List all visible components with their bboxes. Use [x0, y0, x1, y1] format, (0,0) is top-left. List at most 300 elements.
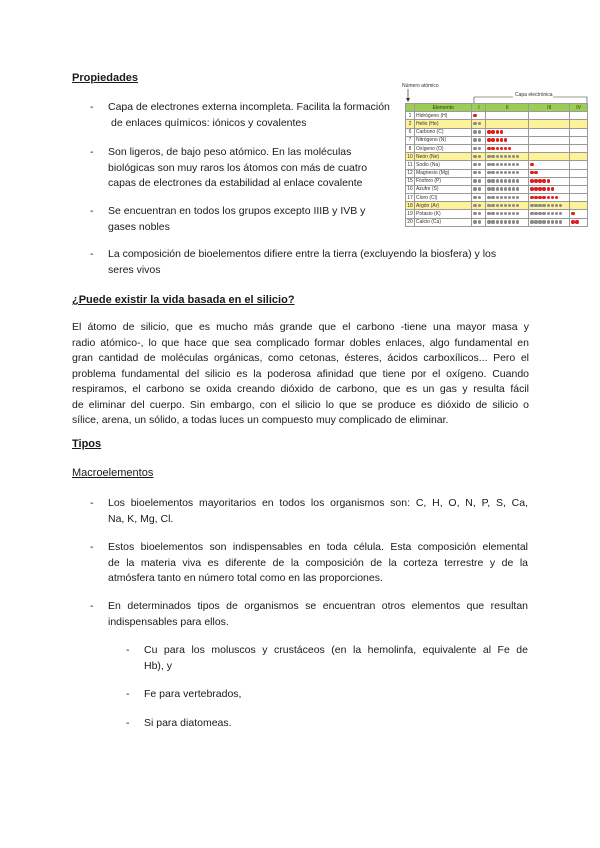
electron-dot-filled: [504, 212, 507, 215]
electron-dot-valence: [508, 147, 511, 150]
electron-dot-valence: [500, 147, 503, 150]
shell-cell: [529, 177, 570, 185]
shell-cell: [486, 136, 529, 144]
electron-dot-filled: [487, 220, 490, 223]
table-row: [406, 202, 588, 210]
electron-dot-valence: [547, 187, 550, 190]
shell-cell: [472, 161, 486, 169]
electron-dot-filled: [508, 212, 511, 215]
element-name-cell: Helio (He): [414, 120, 472, 128]
list-item: - La composición de bioelementos difiere entre la tierra (excluyendo la biosfera) y los seres vivos: [90, 247, 530, 278]
electron-dot-filled: [512, 220, 515, 223]
list-item: - Capa de electrones externa incompleta. Facilita la formación de enlaces químicos: iónicos y covalentes: [90, 100, 405, 131]
atomic-number-cell: 7: [406, 136, 415, 144]
shell-cell: [486, 112, 529, 120]
element-name-cell: Nitrógeno (N): [414, 136, 472, 144]
atomic-number-cell: 11: [407, 161, 413, 168]
electron-dot-valence: [534, 196, 537, 199]
electron-dot-filled: [516, 155, 519, 158]
section-title-tipos: Tipos: [72, 438, 102, 450]
electron-dot-filled: [504, 171, 507, 174]
electron-dot-filled: [538, 220, 541, 223]
electron-dot-filled: [559, 212, 562, 215]
shell-cell: [486, 169, 529, 177]
electron-dot-valence: [496, 147, 499, 150]
bullet-line: atmósfera tanto en número total como en las proporciones.: [108, 572, 383, 584]
element-name-cell: Hidrógeno (H): [414, 112, 472, 120]
electron-dot-filled: [500, 171, 503, 174]
bullet-line: indispensables para ellos.: [108, 615, 229, 628]
element-name-cell: Potasio (K): [414, 210, 472, 218]
electron-dot-filled: [500, 163, 503, 166]
subsection-macroelementos: Macroelementos: [72, 467, 154, 479]
electron-dot-filled: [538, 212, 541, 215]
shell-cell: [570, 112, 588, 120]
electron-dot-filled: [473, 155, 476, 158]
table-row: [406, 177, 588, 185]
electron-dot-valence: [491, 130, 494, 133]
electron-dot-filled: [512, 155, 515, 158]
electron-dot-filled: [478, 196, 481, 199]
electron-dot-filled: [473, 171, 476, 174]
shell-cell: [486, 144, 529, 152]
shell-cell: [472, 128, 486, 136]
electron-dot-filled: [504, 179, 507, 182]
electron-dot-filled: [496, 220, 499, 223]
electron-dot-filled: [504, 163, 507, 166]
table-header-cell: II: [486, 104, 529, 112]
sub-list-item: - Fe para vertebrados,: [126, 687, 528, 703]
table-row: [406, 185, 588, 193]
electron-dot-filled: [491, 179, 494, 182]
electron-dot-filled: [551, 220, 554, 223]
shell-cell: [486, 202, 529, 210]
electron-dot-filled: [530, 220, 533, 223]
electron-dot-filled: [487, 155, 490, 158]
electron-dot-filled: [512, 212, 515, 215]
electron-dot-valence: [504, 138, 507, 141]
element-name-cell: Neón (Ne): [414, 153, 472, 161]
electron-dot-filled: [473, 138, 476, 141]
electron-dot-filled: [487, 212, 490, 215]
electron-dot-valence: [473, 114, 476, 117]
sub-list-item: - Si para diatomeas.: [126, 716, 528, 732]
electron-dot-valence: [551, 196, 554, 199]
electron-dot-filled: [473, 196, 476, 199]
bullet-line: Na, K, Mg, Cl.: [108, 512, 174, 525]
bullet-line: La composición de bioelementos difiere entre la tierra (excluyendo la biosfera) y los: [108, 248, 497, 260]
bullet-line: Cu para los moluscos y crustáceos (en la hemolinfa, equivalente al Fe de: [144, 644, 528, 656]
electron-dot-filled: [500, 212, 503, 215]
electron-dot-filled: [478, 179, 481, 182]
electron-dot-filled: [500, 220, 503, 223]
shell-cell: [486, 218, 529, 226]
electron-dot-valence: [496, 138, 499, 141]
atomic-number-cell: 16: [407, 186, 413, 193]
electron-dot-filled: [496, 171, 499, 174]
electron-dot-filled: [496, 163, 499, 166]
electron-dot-filled: [473, 130, 476, 133]
paragraph-line: respiramos, el carbono se oxida creando dióxido de carbono, que es un gas y resulta fácil: [72, 383, 529, 395]
shell-cell: [529, 128, 570, 136]
atomic-number-cell: 1: [406, 112, 415, 120]
element-name-cell: Carbono (C): [414, 128, 472, 136]
electron-dot-filled: [508, 171, 511, 174]
electron-dot-filled: [491, 212, 494, 215]
electron-dot-filled: [478, 122, 481, 125]
bullet-line: capas de electrones da estabilidad al enlace covalente: [108, 177, 363, 189]
bullet-line: Son ligeros, de bajo peso atómico. En las moléculas: [108, 146, 352, 158]
bullet-line: Se encuentran en todos los grupos excepto IIIB y IVB y: [108, 205, 366, 217]
electron-dot-filled: [478, 187, 481, 190]
electron-dot-valence: [530, 187, 533, 190]
electron-dot-filled: [473, 163, 476, 166]
electron-dot-filled: [491, 187, 494, 190]
electron-dot-filled: [473, 212, 476, 215]
electron-dot-filled: [508, 187, 511, 190]
shell-cell: [529, 161, 570, 169]
electron-dot-filled: [473, 187, 476, 190]
bullet-line: gases nobles: [108, 220, 170, 233]
electron-dot-valence: [504, 147, 507, 150]
electron-dot-filled: [491, 204, 494, 207]
atomic-number-cell: 18: [407, 202, 413, 209]
electron-dot-filled: [478, 212, 481, 215]
shell-cell: [570, 128, 588, 136]
electron-dot-filled: [504, 187, 507, 190]
bullet-line: Si para diatomeas.: [144, 717, 232, 729]
electron-dot-valence: [487, 130, 490, 133]
electron-dot-filled: [512, 204, 515, 207]
table-row: [406, 144, 588, 152]
electron-dot-valence: [538, 187, 541, 190]
list-item: - Se encuentran en todos los grupos excepto IIIB y IVB y gases nobles: [90, 204, 405, 235]
electron-dot-filled: [512, 196, 515, 199]
electron-dot-valence: [534, 179, 537, 182]
shell-cell: [570, 169, 588, 177]
silicio-paragraph: [72, 320, 529, 429]
electron-dot-filled: [530, 204, 533, 207]
table-row: [406, 128, 588, 136]
list-item: - Estos bioelementos son indispensables en toda célula. Esta composición elemental de la materia viva es diferente de la composición de la corteza terrestre y de la atmósfera tanto en número total como en las proporciones.: [90, 540, 528, 587]
element-name-cell: Calcio (Ca): [414, 218, 472, 226]
element-name-cell: Oxígeno (O): [414, 144, 472, 152]
electron-dot-valence: [530, 163, 533, 166]
shell-cell: [486, 161, 529, 169]
list-item: - En determinados tipos de organismos se encuentran otros elementos que resultan indispensables para ellos.: [90, 599, 528, 630]
shell-cell: [570, 136, 588, 144]
shell-cell: [529, 218, 570, 226]
shell-cell: [570, 161, 588, 169]
electron-dot-filled: [508, 196, 511, 199]
electron-dot-valence: [538, 196, 541, 199]
electron-dot-filled: [555, 220, 558, 223]
table-header-cell: IV: [570, 104, 588, 112]
electron-dot-valence: [542, 196, 545, 199]
electron-dot-filled: [508, 220, 511, 223]
shell-cell: [570, 185, 588, 193]
electron-dot-filled: [473, 179, 476, 182]
electron-dot-filled: [516, 220, 519, 223]
table-row: [406, 153, 588, 161]
shell-cell: [570, 177, 588, 185]
shell-cell: [570, 120, 588, 128]
element-name-cell: Azufre (S): [414, 185, 472, 193]
electron-dot-valence: [542, 187, 545, 190]
element-name-cell: Sodio (Na): [414, 161, 472, 169]
electron-dot-filled: [508, 179, 511, 182]
electron-dot-filled: [496, 204, 499, 207]
electron-dot-filled: [478, 220, 481, 223]
bullet-line: Hb), y: [144, 659, 173, 672]
electron-dot-filled: [500, 204, 503, 207]
atomic-number-cell: 6: [406, 128, 415, 136]
electron-dot-valence: [530, 196, 533, 199]
bullet-line: Capa de electrones externa incompleta. Facilita la formación: [108, 101, 390, 113]
shell-cell: [529, 202, 570, 210]
electron-dot-valence: [555, 196, 558, 199]
atomic-number-cell: 17: [407, 194, 413, 201]
element-name-cell: Cloro (Cl): [414, 194, 472, 202]
atomic-number-cell: 2: [406, 120, 415, 128]
electron-dot-valence: [530, 171, 533, 174]
electron-dot-valence: [500, 130, 503, 133]
electron-dot-valence: [542, 179, 545, 182]
element-name-cell: Magnesio (Mg): [414, 169, 472, 177]
shell-cell: [529, 136, 570, 144]
electron-dot-filled: [538, 204, 541, 207]
shell-cell: [472, 153, 486, 161]
electron-dot-filled: [478, 171, 481, 174]
electron-dot-filled: [516, 163, 519, 166]
electron-dot-filled: [478, 147, 481, 150]
shell-cell: [570, 144, 588, 152]
electron-dot-filled: [491, 155, 494, 158]
shell-cell: [486, 194, 529, 202]
table-header-cell: Elemento: [414, 104, 472, 112]
bullet-line: biológicas son muy raros los átomos con más de cuatro: [108, 161, 368, 174]
electron-dot-filled: [487, 163, 490, 166]
electron-dot-filled: [491, 171, 494, 174]
electron-dot-filled: [487, 204, 490, 207]
section-title-propiedades: Propiedades: [72, 72, 139, 84]
electron-dot-valence: [547, 196, 550, 199]
electron-dot-valence: [487, 147, 490, 150]
shell-cell: [486, 177, 529, 185]
shell-cell: [529, 120, 570, 128]
numero-atomico-label: Número atómico: [402, 83, 439, 89]
table-header-cell: [406, 104, 415, 112]
electron-dot-filled: [516, 171, 519, 174]
shell-cell: [570, 202, 588, 210]
table-header-row: [406, 104, 588, 112]
section-title-silicio: ¿Puede existir la vida basada en el silicio?: [72, 294, 295, 306]
electron-dot-filled: [555, 212, 558, 215]
atomic-number-cell: 15: [407, 178, 413, 185]
electron-dot-filled: [542, 220, 545, 223]
shell-cell: [472, 218, 486, 226]
electron-dot-filled: [512, 179, 515, 182]
paragraph-line: radio atómico-, lo que hace que sea complicado formar dobles enlaces, algo fundamental en: [72, 336, 529, 349]
electron-dot-filled: [516, 187, 519, 190]
electron-dot-filled: [473, 147, 476, 150]
electron-dot-filled: [504, 220, 507, 223]
table-header-cell: III: [529, 104, 570, 112]
electron-dot-filled: [500, 196, 503, 199]
electron-dot-valence: [571, 212, 574, 215]
shell-cell: [529, 144, 570, 152]
electron-dot-filled: [491, 163, 494, 166]
electron-dot-valence: [551, 187, 554, 190]
electron-dot-valence: [534, 187, 537, 190]
electron-dot-valence: [530, 179, 533, 182]
atomic-number-cell: 8: [406, 144, 415, 152]
shell-cell: [472, 202, 486, 210]
electron-dot-filled: [496, 179, 499, 182]
shell-cell: [486, 153, 529, 161]
table-row: [406, 161, 588, 169]
bullet-line: Estos bioelementos son indispensables en toda célula. Esta composición elemental: [108, 541, 528, 553]
shell-cell: [529, 153, 570, 161]
electron-dot-filled: [530, 212, 533, 215]
electron-dot-filled: [559, 220, 562, 223]
electron-dot-filled: [555, 204, 558, 207]
bullet-line: de la materia viva es diferente de la composición de la corteza terrestre y de la: [108, 556, 528, 569]
table-row: [406, 210, 588, 218]
shell-cell: [486, 120, 529, 128]
electron-dot-filled: [500, 155, 503, 158]
electron-dot-filled: [491, 220, 494, 223]
electron-dot-filled: [516, 196, 519, 199]
electron-dot-filled: [512, 171, 515, 174]
electron-dot-filled: [534, 220, 537, 223]
electron-dot-filled: [534, 212, 537, 215]
paragraph-line: El átomo de silicio, que es mucho más grande que el carbono -tiene una mayor masa y: [72, 321, 529, 333]
electron-dot-valence: [538, 179, 541, 182]
electron-dot-filled: [500, 179, 503, 182]
electron-dot-valence: [491, 138, 494, 141]
electron-dot-filled: [473, 122, 476, 125]
table-row: [406, 136, 588, 144]
electron-dot-filled: [496, 155, 499, 158]
electron-dot-filled: [478, 155, 481, 158]
paragraph-line: de eliminar del cuerpo. Sin embargo, con el silicio lo que se produce es dióxido de silicio o: [72, 398, 529, 411]
electron-dot-filled: [496, 196, 499, 199]
shell-cell: [472, 210, 486, 218]
bullet-line: Los bioelementos mayoritarios en todos los organismos son: C, H, O, N, P, S, Ca,: [108, 497, 528, 509]
element-name-cell: Fósforo (P): [414, 177, 472, 185]
table-header-cell: I: [472, 104, 486, 112]
shell-cell: [472, 185, 486, 193]
shell-cell: [486, 128, 529, 136]
electron-dot-filled: [547, 204, 550, 207]
electron-dot-filled: [500, 187, 503, 190]
electron-dot-valence: [575, 220, 578, 223]
shell-cell: [529, 169, 570, 177]
electron-dot-filled: [487, 171, 490, 174]
electron-dot-filled: [478, 138, 481, 141]
paragraph-line: sílice, arena, un sólido, a todas luces un compuesto muy complicado de eliminar.: [72, 414, 449, 426]
electron-dot-filled: [516, 179, 519, 182]
atomic-number-cell: 12: [407, 170, 413, 177]
electron-dot-filled: [512, 163, 515, 166]
shell-cell: [472, 136, 486, 144]
electron-dot-filled: [516, 204, 519, 207]
element-name-cell: Argón (Ar): [414, 202, 472, 210]
electron-dot-filled: [512, 187, 515, 190]
electron-dot-filled: [478, 130, 481, 133]
electron-dot-filled: [487, 196, 490, 199]
list-item: - Son ligeros, de bajo peso atómico. En las moléculas biológicas son muy raros los átomos con más de cuatro capas de electrones da estabilidad al enlace covalente: [90, 145, 405, 192]
atomic-number-cell: 10: [407, 153, 413, 160]
electron-dot-valence: [496, 130, 499, 133]
bullet-line: seres vivos: [108, 263, 161, 276]
electron-dot-filled: [542, 204, 545, 207]
electron-dot-filled: [487, 187, 490, 190]
shell-cell: [570, 194, 588, 202]
shell-cell: [529, 112, 570, 120]
bullet-line: Fe para vertebrados,: [144, 688, 242, 700]
electron-dot-filled: [547, 220, 550, 223]
electron-dot-filled: [496, 212, 499, 215]
arrow-down-icon: [405, 89, 413, 103]
electron-dot-valence: [534, 171, 537, 174]
shell-cell: [529, 185, 570, 193]
shell-cell: [472, 120, 486, 128]
paragraph-line: problema fundamental del silicio es la poderosa afinidad que tiene por el oxígeno. Cuando: [72, 367, 529, 380]
electron-dot-filled: [534, 204, 537, 207]
shell-cell: [472, 194, 486, 202]
electron-dot-valence: [547, 179, 550, 182]
electron-dot-filled: [473, 220, 476, 223]
electron-dot-filled: [473, 204, 476, 207]
shell-cell: [570, 153, 588, 161]
bullet-line: En determinados tipos de organismos se encuentran otros elementos que resultan: [108, 600, 528, 612]
electron-dot-filled: [487, 179, 490, 182]
table-row: [406, 218, 588, 226]
electron-dot-filled: [478, 204, 481, 207]
electron-dot-filled: [504, 196, 507, 199]
shell-cell: [472, 177, 486, 185]
electron-dot-filled: [551, 212, 554, 215]
electron-dot-filled: [516, 212, 519, 215]
electron-dot-filled: [478, 163, 481, 166]
shell-cell: [472, 112, 486, 120]
shell-cell: [570, 218, 588, 226]
shell-cell: [472, 169, 486, 177]
electron-dot-filled: [491, 196, 494, 199]
electron-dot-valence: [571, 220, 574, 223]
electron-dot-filled: [559, 204, 562, 207]
electron-dot-valence: [491, 147, 494, 150]
capa-electronica-label: Capa electrónica: [515, 92, 553, 98]
bullet-line: de enlaces químicos: iónicos y covalentes: [111, 116, 307, 129]
electron-dot-filled: [504, 204, 507, 207]
electron-dot-filled: [504, 155, 507, 158]
table-row: [406, 112, 588, 120]
electron-dot-filled: [508, 155, 511, 158]
electron-dot-filled: [496, 187, 499, 190]
table-row: [406, 120, 588, 128]
table-row: [406, 169, 588, 177]
electron-dot-filled: [551, 204, 554, 207]
electron-dot-filled: [508, 204, 511, 207]
electron-dot-filled: [542, 212, 545, 215]
electron-dot-filled: [508, 163, 511, 166]
shell-cell: [570, 210, 588, 218]
shell-cell: [486, 185, 529, 193]
electron-dot-valence: [487, 138, 490, 141]
